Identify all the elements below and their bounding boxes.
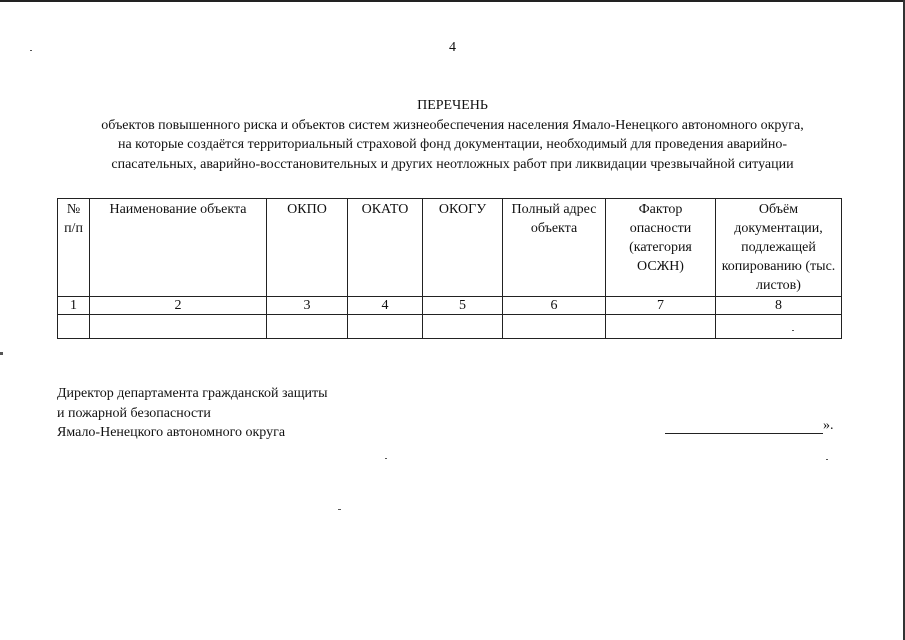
table-cell	[503, 315, 606, 339]
table-cell	[348, 315, 423, 339]
column-number-cell: 2	[90, 297, 267, 315]
signatory-block	[57, 384, 328, 443]
title-heading: ПЕРЕЧЕНЬ	[417, 98, 488, 113]
scan-speck	[826, 459, 828, 460]
signature-underline	[665, 419, 823, 434]
objects-table	[57, 198, 842, 339]
col-header-hazard-factor: Фактор опасности (категория ОСЖН)	[606, 199, 716, 297]
col-header-object-name: Наименование объекта	[90, 199, 267, 297]
signatory-line-1: Директор департамента гражданской защиты	[57, 386, 328, 401]
scan-speck	[792, 330, 794, 331]
column-number-cell: 7	[606, 297, 716, 315]
page-top-edge	[0, 0, 905, 2]
table-cell	[606, 315, 716, 339]
document-title	[40, 96, 865, 174]
table-cell	[90, 315, 267, 339]
title-line-1: объектов повышенного риска и объектов систем жизнеобеспечения населения Ямало-Ненецкого автономного округа,	[101, 117, 804, 133]
closing-quote: ».	[823, 418, 834, 433]
table-cell	[58, 315, 90, 339]
title-line-3: спасательных, аварийно-восстановительных и других неотложных работ при ликвидации чрезвычайной ситуации	[111, 156, 794, 172]
table-row-empty	[58, 315, 842, 339]
table-header-row	[58, 199, 842, 297]
scan-speck	[385, 458, 387, 459]
table-cell	[716, 315, 842, 339]
scan-speck	[30, 50, 32, 51]
column-number-cell: 3	[267, 297, 348, 315]
column-number-cell: 1	[58, 297, 90, 315]
scan-speck	[0, 352, 3, 355]
col-header-doc-volume: Объём документации, подлежащей копированию (тыс. листов)	[716, 199, 842, 297]
page-number: 4	[449, 40, 456, 55]
column-number-cell: 5	[423, 297, 503, 315]
signature-line	[665, 418, 834, 434]
scan-speck	[338, 509, 341, 510]
column-number-cell: 6	[503, 297, 606, 315]
col-header-okogu: ОКОГУ	[423, 199, 503, 297]
table-cell	[423, 315, 503, 339]
col-header-number: № п/п	[58, 199, 90, 297]
col-header-okpo: ОКПО	[267, 199, 348, 297]
col-header-okato: ОКАТО	[348, 199, 423, 297]
col-header-address: Полный адрес объекта	[503, 199, 606, 297]
column-number-cell: 8	[716, 297, 842, 315]
title-line-2: на которые создаётся территориальный страховой фонд документации, необходимый для проведения аварийно-	[117, 137, 788, 152]
table-row-column-numbers	[58, 297, 842, 315]
column-number-cell: 4	[348, 297, 423, 315]
table-cell	[267, 315, 348, 339]
signatory-line-3: Ямало-Ненецкого автономного округа	[57, 425, 286, 440]
signatory-line-2: и пожарной безопасности	[57, 405, 211, 421]
